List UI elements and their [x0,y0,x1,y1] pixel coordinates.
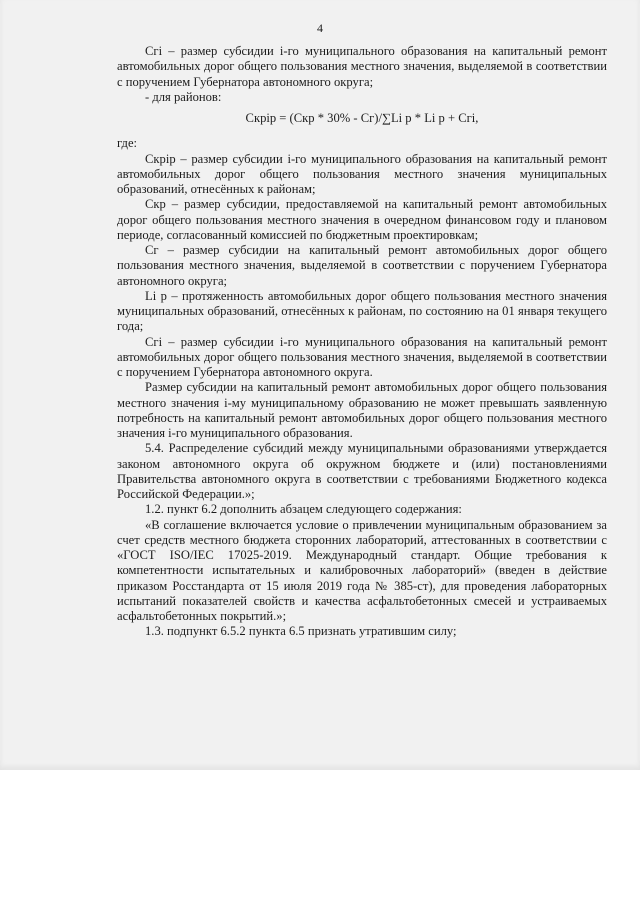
formula-districts: Скрiр = (Скр * 30% - Сг)/∑Li р * Li р + Сгi, [245,111,479,125]
paragraph-cgi-definition-1: Cгi – размер субсидии i-го муниципального образования на капитальный ремонт автомобильных дорог общего пользования местного значения, выделяемой в соответствии с поручением Губернатора автономного округа; [117,44,607,89]
paragraph-1-3: 1.3. подпункт 6.5.2 пункта 6.5 признать утратившим силу; [145,624,457,639]
document-body [117,44,607,640]
paragraph-sg-definition: Сг – размер субсидии на капитальный ремонт автомобильных дорог общего пользования местного значения, выделяемой в соответствии с поручением Губернатора автономного округа; [117,243,607,288]
paragraph-where: где: [117,136,138,151]
page-number: 4 [317,21,323,35]
paragraph-skrir-definition: Скрiр – размер субсидии i-го муниципального образования на капитальный ремонт автомобильных дорог общего пользования местного значения муниципальных образований, отнесённых к районам; [117,151,607,196]
paragraph-subsidy-limit: Размер субсидии на капитальный ремонт автомобильных дорог общего пользования местного значения i-му муниципальному образованию не может превышать заявленную потребность на капитальный ремонт автомобильных дорог общего пользования местного значения i-го муниципального образования. [117,380,607,440]
paragraph-cgi-definition-2: Сгi – размер субсидии i-го муниципального образования на капитальный ремонт автомобильных дорог общего пользования местного значения, выделяемой в соответствии с поручением Губернатора автономного округа. [117,334,607,379]
paragraph-5-4: 5.4. Распределение субсидий между муниципальными образованиями утверждается законом автономного округа об окружном бюджете и (или) постановлениями Правительства автономного округа в соответствии с требованиями Бюджетного кодекса Российской Федерации.»; [117,441,607,501]
paragraph-1-2: 1.2. пункт 6.2 дополнить абзацем следующего содержания: [145,502,462,517]
paragraph-skr-definition: Скр – размер субсидии, предоставляемой на капитальный ремонт автомобильных дорог общего пользования местного значения в очередном финансовом году и плановом периоде, согласованный комиссией по бюджетным проектировкам; [117,197,607,242]
paragraph-for-districts: - для районов: [145,89,222,104]
paragraph-lip-definition: Li р – протяженность автомобильных дорог общего пользования местного значения муниципальных образований, отнесённых к районам, по состоянию на 01 января текущего года; [117,288,607,334]
paragraph-agreement-condition: «В соглашение включается условие о привлечении муниципальным образованием за счет средств местного бюджета сторонних лабораторий, аттестованных в соответствии с «ГОСТ ISO/IEC 17025-2019. Международный стандарт. Общие требования к компетентности испытательных и калибровочных лабораторий» (введен в действие приказом Росстандарта от 15 июля 2019 года № 385-ст), для проведения лабораторных испытаний показателей свойств и качества асфальтобетонных смесей и устраиваемых асфальтобетонных покрытий.»; [117,517,607,623]
